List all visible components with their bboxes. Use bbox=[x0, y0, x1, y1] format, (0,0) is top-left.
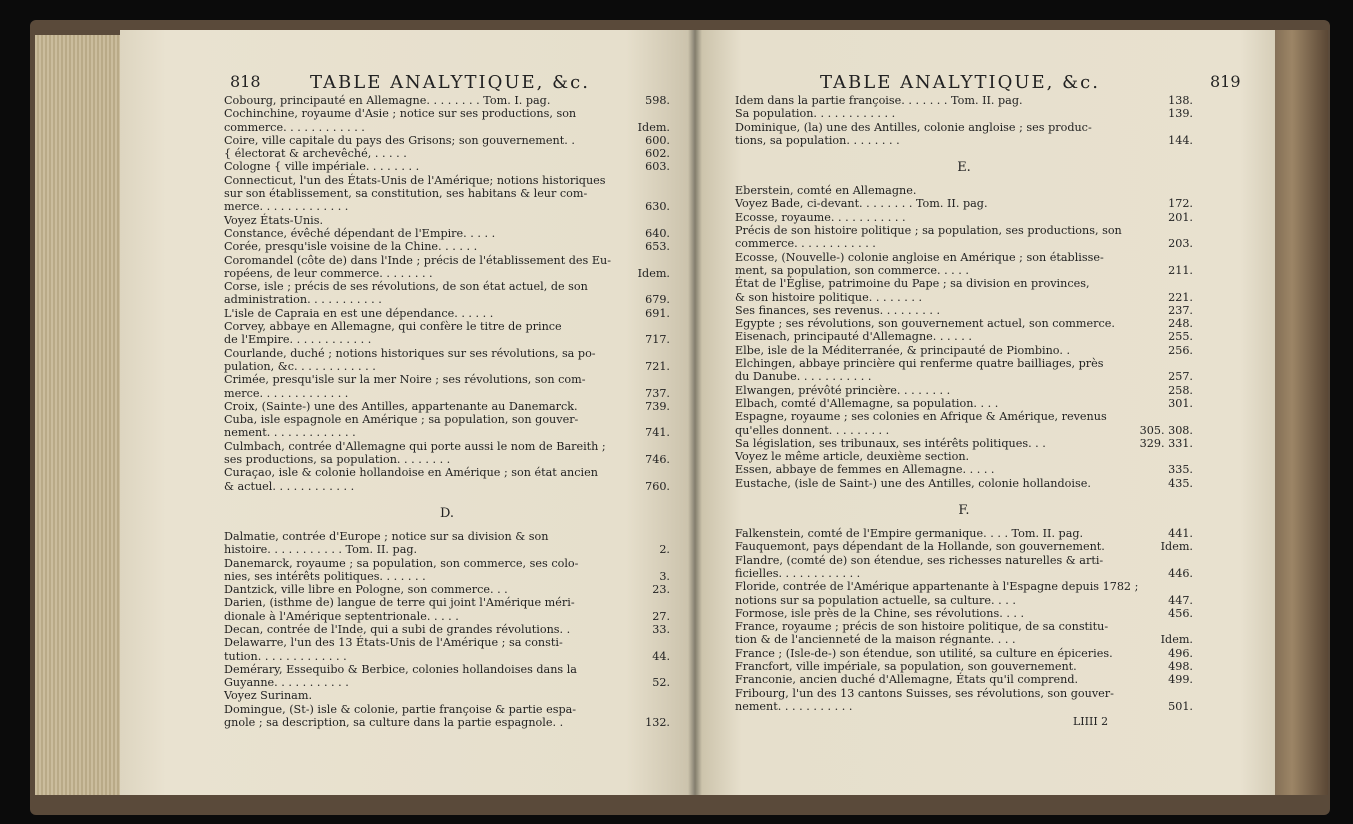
index-entry bbox=[735, 304, 1193, 317]
entry-text: de l'Empire. . . . . . . . . . . . bbox=[224, 333, 372, 347]
index-entry bbox=[224, 596, 670, 609]
entry-text: Voyez États-Unis. bbox=[224, 213, 324, 227]
entry-page-ref: 640. bbox=[645, 226, 670, 240]
index-entry bbox=[735, 317, 1193, 330]
index-entry bbox=[735, 567, 1193, 580]
entry-text: Delawarre, l'un des 13 États-Unis de l'Amérique ; sa consti- bbox=[224, 636, 563, 650]
index-entry bbox=[735, 291, 1193, 304]
entry-text: Cochinchine, royaume d'Asie ; notice sur ses productions, son bbox=[224, 107, 577, 121]
entry-page-ref: Idem. bbox=[637, 120, 670, 134]
page-header: TABLE ANALYTIQUE, &c. bbox=[820, 72, 1100, 93]
entry-text: Courlande, duché ; notions historiques sur ses révolutions, sa po- bbox=[224, 346, 596, 360]
index-entry bbox=[224, 480, 670, 493]
index-entry bbox=[224, 94, 670, 107]
index-entry bbox=[224, 160, 670, 173]
index-entry bbox=[735, 344, 1193, 357]
entry-text: Floride, contrée de l'Amérique appartenante à l'Espagne depuis 1782 ; bbox=[735, 580, 1139, 594]
entry-text: nement. . . . . . . . . . . bbox=[735, 699, 853, 713]
entry-text: Coromandel (côte de) dans l'Inde ; précis de l'établissement des Eu- bbox=[224, 253, 611, 267]
entry-text: commerce. . . . . . . . . . . . bbox=[735, 237, 876, 251]
index-entry bbox=[735, 554, 1193, 567]
index-entry bbox=[735, 197, 1193, 210]
index-entry bbox=[735, 687, 1193, 700]
entry-text: Voyez Bade, ci-devant. . . . . . . . Tom. II. pag. bbox=[735, 197, 988, 211]
entry-page-ref: 255. bbox=[1168, 330, 1193, 344]
entry-text: Falkenstein, comté de l'Empire germanique. . . . Tom. II. pag. bbox=[735, 527, 1084, 541]
index-entry bbox=[735, 647, 1193, 660]
index-entry bbox=[735, 357, 1193, 370]
entry-text: Croix, (Sainte-) une des Antilles, appartenante au Danemarck. bbox=[224, 399, 578, 413]
entry-text: Franconie, ancien duché d'Allemagne, États qu'il comprend. bbox=[735, 673, 1079, 687]
entry-text: Domingue, (St-) isle & colonie, partie françoise & partie espa- bbox=[224, 702, 577, 716]
entry-page-ref: Idem. bbox=[637, 266, 670, 280]
index-entry bbox=[224, 466, 670, 479]
entry-text: nement. . . . . . . . . . . . . bbox=[224, 426, 356, 440]
index-entry bbox=[735, 134, 1193, 147]
entry-text: Cobourg, principauté en Allemagne. . . . . . . . Tom. I. pag. bbox=[224, 94, 551, 107]
index-entry bbox=[735, 384, 1193, 397]
entry-text: Crimée, presqu'isle sur la mer Noire ; ses révolutions, son com- bbox=[224, 373, 586, 387]
entry-page-ref: 2. bbox=[659, 543, 670, 557]
entry-page-ref: 329. 331. bbox=[1139, 436, 1193, 450]
entry-text: Idem dans la partie françoise. . . . . . . Tom. II. pag. bbox=[735, 94, 1023, 107]
entry-text: Constance, évêché dépendant de l'Empire. . . . . bbox=[224, 226, 496, 240]
entry-page-ref: 139. bbox=[1168, 107, 1193, 121]
entry-page-ref: 3. bbox=[659, 569, 670, 583]
entry-text: Sa législation, ses tribunaux, ses intérêts politiques. . . bbox=[735, 436, 1046, 450]
index-entry bbox=[735, 277, 1193, 290]
index-entry bbox=[224, 440, 670, 453]
entry-text: Corse, isle ; précis de ses révolutions, de son état actuel, de son bbox=[224, 280, 588, 294]
entry-text: gnole ; sa description, sa culture dans la partie espagnole. . bbox=[224, 716, 564, 730]
entry-page-ref: 737. bbox=[645, 386, 670, 400]
index-entry bbox=[224, 267, 670, 280]
entry-text: Sa population. . . . . . . . . . . . bbox=[735, 107, 896, 121]
index-entry bbox=[735, 633, 1193, 646]
section-letter-f: F. bbox=[958, 503, 970, 519]
entry-text: { électorat & archevêché, . . . . . bbox=[224, 147, 407, 161]
index-entry bbox=[224, 107, 670, 120]
entry-page-ref: 33. bbox=[652, 622, 670, 636]
index-entry bbox=[224, 676, 670, 689]
index-entry bbox=[224, 200, 670, 213]
entry-text: & son histoire politique. . . . . . . . bbox=[735, 290, 923, 304]
index-entry bbox=[735, 477, 1193, 490]
right-page bbox=[695, 30, 1275, 795]
entry-text: Eustache, (isle de Saint-) une des Antilles, colonie hollandoise. bbox=[735, 476, 1091, 490]
entry-text: Ecosse, (Nouvelle-) colonie angloise en Amérique ; son établisse- bbox=[735, 250, 1104, 264]
section-letter-e: E. bbox=[957, 160, 971, 176]
entry-text: Voyez Surinam. bbox=[224, 689, 313, 703]
index-entry bbox=[735, 540, 1193, 553]
index-entry bbox=[224, 570, 670, 583]
index-entry bbox=[224, 360, 670, 373]
entry-page-ref: 138. bbox=[1168, 94, 1193, 107]
entry-page-ref: 498. bbox=[1168, 659, 1193, 673]
entry-text: Elwangen, prévôté princière. . . . . . . . bbox=[735, 383, 951, 397]
entry-text: pulation, &c. . . . . . . . . . . . bbox=[224, 359, 376, 373]
entry-text: Curaçao, isle & colonie hollandoise en Amérique ; son état ancien bbox=[224, 466, 598, 480]
entry-page-ref: 237. bbox=[1168, 303, 1193, 317]
entry-page-ref: 44. bbox=[652, 649, 670, 663]
entry-page-ref: 301. bbox=[1168, 396, 1193, 410]
entry-text: Corvey, abbaye en Allemagne, qui confère le titre de prince bbox=[224, 320, 562, 334]
index-entry bbox=[224, 347, 670, 360]
entry-text: ropéens, de leur commerce. . . . . . . . bbox=[224, 266, 433, 280]
entry-text: Darien, (isthme de) langue de terre qui joint l'Amérique méri- bbox=[224, 596, 575, 610]
entry-page-ref: 602. bbox=[645, 147, 670, 161]
index-entry bbox=[224, 254, 670, 267]
index-entry bbox=[224, 293, 670, 306]
entry-page-ref: 499. bbox=[1168, 673, 1193, 687]
page-header: TABLE ANALYTIQUE, &c. bbox=[310, 72, 590, 93]
index-entry bbox=[735, 673, 1193, 686]
index-entry bbox=[735, 184, 1193, 197]
index-entry bbox=[224, 663, 670, 676]
entry-text: nies, ses intérêts politiques. . . . . . . bbox=[224, 569, 426, 583]
entry-text: notions sur sa population actuelle, sa culture. . . . bbox=[735, 593, 1016, 607]
entry-page-ref: 203. bbox=[1168, 237, 1193, 251]
entry-text: Précis de son histoire politique ; sa population, ses productions, son bbox=[735, 224, 1122, 238]
index-entry bbox=[735, 594, 1193, 607]
index-entry bbox=[735, 450, 1193, 463]
entry-page-ref: 257. bbox=[1168, 370, 1193, 384]
index-entry bbox=[735, 251, 1193, 264]
entry-text: Cuba, isle espagnole en Amérique ; sa population, son gouver- bbox=[224, 413, 579, 427]
index-entry bbox=[224, 147, 670, 160]
index-entry bbox=[224, 426, 670, 439]
entry-page-ref: 741. bbox=[645, 426, 670, 440]
entry-text: Cologne { ville impériale. . . . . . . . bbox=[224, 160, 420, 174]
index-entry bbox=[735, 211, 1193, 224]
index-column bbox=[735, 94, 1193, 713]
index-entry bbox=[224, 413, 670, 426]
index-entry bbox=[224, 240, 670, 253]
index-entry bbox=[224, 557, 670, 570]
entry-text: Culmbach, contrée d'Allemagne qui porte aussi le nom de Bareith ; bbox=[224, 439, 606, 453]
entry-text: Dalmatie, contrée d'Europe ; notice sur sa division & son bbox=[224, 529, 549, 543]
index-entry bbox=[735, 94, 1193, 107]
entry-text: Corée, presqu'isle voisine de la Chine. . . . . . bbox=[224, 240, 478, 254]
entry-text: merce. . . . . . . . . . . . . bbox=[224, 200, 349, 214]
entry-page-ref: 27. bbox=[652, 609, 670, 623]
entry-text: Eisenach, principauté d'Allemagne. . . . . . bbox=[735, 330, 972, 344]
index-entry bbox=[735, 121, 1193, 134]
entry-text: Fauquemont, pays dépendant de la Hollande, son gouvernement. bbox=[735, 540, 1105, 554]
entry-page-ref: 447. bbox=[1168, 593, 1193, 607]
entry-text: Guyanne. . . . . . . . . . . bbox=[224, 676, 349, 690]
entry-text: du Danube. . . . . . . . . . . bbox=[735, 370, 872, 384]
entry-text: administration. . . . . . . . . . . bbox=[224, 293, 382, 307]
index-entry bbox=[224, 689, 670, 702]
index-entry bbox=[224, 320, 670, 333]
index-entry bbox=[224, 610, 670, 623]
entry-text: Fribourg, l'un des 13 cantons Suisses, ses révolutions, son gouver- bbox=[735, 686, 1114, 700]
entry-page-ref: 600. bbox=[645, 133, 670, 147]
entry-page-ref: 144. bbox=[1168, 133, 1193, 147]
index-entry bbox=[735, 700, 1193, 713]
index-column bbox=[224, 94, 670, 729]
entry-page-ref: 679. bbox=[645, 293, 670, 307]
entry-page-ref: 603. bbox=[645, 160, 670, 174]
entry-text: État de l'Église, patrimoine du Pape ; sa division en provinces, bbox=[735, 277, 1090, 291]
entry-text: Egypte ; ses révolutions, son gouvernement actuel, son commerce. bbox=[735, 317, 1115, 331]
page-edges-left bbox=[35, 35, 125, 795]
index-entry bbox=[224, 583, 670, 596]
entry-page-ref: 435. bbox=[1168, 476, 1193, 490]
entry-page-ref: 456. bbox=[1168, 606, 1193, 620]
entry-text: Demérary, Essequibo & Berbice, colonies hollandoises dans la bbox=[224, 662, 577, 676]
entry-text: Connecticut, l'un des États-Unis de l'Amérique; notions historiques bbox=[224, 173, 606, 187]
index-entry bbox=[224, 636, 670, 649]
entry-page-ref: 256. bbox=[1168, 343, 1193, 357]
index-entry bbox=[735, 620, 1193, 633]
entry-page-ref: 653. bbox=[645, 240, 670, 254]
entry-page-ref: 132. bbox=[645, 716, 670, 730]
entry-text: Flandre, (comté de) son étendue, ses richesses naturelles & arti- bbox=[735, 553, 1104, 567]
entry-page-ref: Idem. bbox=[1160, 540, 1193, 554]
entry-page-ref: 258. bbox=[1168, 383, 1193, 397]
entry-page-ref: 446. bbox=[1168, 566, 1193, 580]
index-entry bbox=[224, 307, 670, 320]
entry-text: Ses finances, ses revenus. . . . . . . . . bbox=[735, 303, 941, 317]
index-entry bbox=[224, 280, 670, 293]
entry-page-ref: 501. bbox=[1168, 699, 1193, 713]
index-entry bbox=[224, 543, 670, 556]
entry-text: Elchingen, abbaye princière qui renferme quatre bailliages, près bbox=[735, 357, 1104, 371]
index-entry bbox=[735, 330, 1193, 343]
index-entry bbox=[224, 530, 670, 543]
entry-page-ref: 201. bbox=[1168, 210, 1193, 224]
index-entry bbox=[224, 703, 670, 716]
entry-text: qu'elles donnent. . . . . . . . . bbox=[735, 423, 890, 437]
entry-text: Voyez le même article, deuxième section. bbox=[735, 450, 970, 464]
index-entry bbox=[735, 264, 1193, 277]
entry-text: tions, sa population. . . . . . . . bbox=[735, 133, 900, 147]
entry-page-ref: Idem. bbox=[1160, 633, 1193, 647]
entry-page-ref: 496. bbox=[1168, 646, 1193, 660]
entry-text: L'isle de Capraia en est une dépendance. . . . . . bbox=[224, 306, 494, 320]
entry-text: Elbe, isle de la Méditerranée, & principauté de Piombino. . bbox=[735, 343, 1071, 357]
entry-text: Ecosse, royaume. . . . . . . . . . . bbox=[735, 210, 906, 224]
entry-text: tution. . . . . . . . . . . . . bbox=[224, 649, 347, 663]
index-entry bbox=[735, 237, 1193, 250]
entry-text: France, royaume ; précis de son histoire politique, de sa constitu- bbox=[735, 620, 1109, 634]
left-page bbox=[120, 30, 695, 795]
entry-page-ref: 221. bbox=[1168, 290, 1193, 304]
index-entry bbox=[224, 214, 670, 227]
entry-text: Formose, isle près de la Chine, ses révolutions. . . . bbox=[735, 606, 1025, 620]
index-entry bbox=[224, 227, 670, 240]
index-entry bbox=[735, 224, 1193, 237]
index-entry bbox=[224, 623, 670, 636]
entry-text: ficielles. . . . . . . . . . . . bbox=[735, 566, 861, 580]
entry-text: ment, sa population, son commerce. . . . . bbox=[735, 263, 969, 277]
index-entry bbox=[224, 453, 670, 466]
index-entry bbox=[735, 397, 1193, 410]
entry-text: commerce. . . . . . . . . . . . bbox=[224, 120, 365, 134]
index-entry bbox=[224, 174, 670, 187]
index-entry bbox=[735, 580, 1193, 593]
entry-text: sur son établissement, sa constitution, ses habitans & leur com- bbox=[224, 187, 588, 201]
entry-page-ref: 23. bbox=[652, 583, 670, 597]
index-entry bbox=[224, 333, 670, 346]
index-entry bbox=[735, 107, 1193, 120]
entry-page-ref: 746. bbox=[645, 453, 670, 467]
index-entry bbox=[735, 527, 1193, 540]
entry-text: Eberstein, comté en Allemagne. bbox=[735, 184, 917, 198]
entry-page-ref: 172. bbox=[1168, 197, 1193, 211]
entry-page-ref: 211. bbox=[1168, 263, 1193, 277]
entry-page-ref: 760. bbox=[645, 479, 670, 493]
index-entry bbox=[224, 187, 670, 200]
book-gutter bbox=[688, 30, 702, 795]
entry-text: & actuel. . . . . . . . . . . . bbox=[224, 479, 355, 493]
entry-text: ses productions, sa population. . . . . . . . bbox=[224, 453, 451, 467]
index-entry bbox=[224, 400, 670, 413]
entry-page-ref: 630. bbox=[645, 200, 670, 214]
page-number: 819 bbox=[1210, 72, 1241, 91]
signature-mark: LIIII 2 bbox=[1073, 715, 1109, 728]
entry-text: Dominique, (la) une des Antilles, colonie angloise ; ses produc- bbox=[735, 120, 1092, 134]
entry-text: Decan, contrée de l'Inde, qui a subi de grandes révolutions. . bbox=[224, 622, 571, 636]
entry-page-ref: 441. bbox=[1168, 527, 1193, 541]
index-entry bbox=[735, 660, 1193, 673]
entry-text: France ; (Isle-de-) son étendue, son utilité, sa culture en épiceries. bbox=[735, 646, 1113, 660]
entry-text: dionale à l'Amérique septentrionale. . . . . bbox=[224, 609, 459, 623]
index-entry bbox=[224, 121, 670, 134]
index-entry bbox=[224, 716, 670, 729]
index-entry bbox=[224, 134, 670, 147]
entry-page-ref: 305. 308. bbox=[1139, 423, 1193, 437]
page-edges-right bbox=[1268, 30, 1328, 795]
index-entry bbox=[735, 424, 1193, 437]
entry-text: Espagne, royaume ; ses colonies en Afrique & Amérique, revenus bbox=[735, 410, 1107, 424]
entry-page-ref: 721. bbox=[645, 359, 670, 373]
page-number: 818 bbox=[230, 72, 261, 91]
entry-page-ref: 691. bbox=[645, 306, 670, 320]
index-entry bbox=[224, 387, 670, 400]
index-entry bbox=[735, 607, 1193, 620]
entry-text: Dantzick, ville libre en Pologne, son commerce. . . bbox=[224, 583, 508, 597]
entry-text: Danemarck, royaume ; sa population, son commerce, ses colo- bbox=[224, 556, 579, 570]
entry-text: Essen, abbaye de femmes en Allemagne. . . . . bbox=[735, 463, 995, 477]
index-entry bbox=[735, 463, 1193, 476]
entry-page-ref: 739. bbox=[645, 399, 670, 413]
entry-text: Coire, ville capitale du pays des Grisons; son gouvernement. . bbox=[224, 133, 575, 147]
index-entry bbox=[735, 410, 1193, 423]
entry-text: merce. . . . . . . . . . . . . bbox=[224, 386, 349, 400]
section-letter-d: D. bbox=[439, 505, 455, 521]
entry-text: tion & de l'ancienneté de la maison régnante. . . . bbox=[735, 633, 1016, 647]
entry-text: Francfort, ville impériale, sa population, son gouvernement. bbox=[735, 659, 1077, 673]
entry-page-ref: 335. bbox=[1168, 463, 1193, 477]
index-entry bbox=[224, 650, 670, 663]
entry-page-ref: 717. bbox=[645, 333, 670, 347]
index-entry bbox=[224, 373, 670, 386]
entry-page-ref: 598. bbox=[645, 94, 670, 107]
index-entry bbox=[735, 437, 1193, 450]
index-entry bbox=[735, 370, 1193, 383]
entry-text: histoire. . . . . . . . . . . Tom. II. pag. bbox=[224, 543, 418, 557]
entry-page-ref: 52. bbox=[652, 676, 670, 690]
entry-page-ref: 248. bbox=[1168, 317, 1193, 331]
entry-text: Elbach, comté d'Allemagne, sa population. . . . bbox=[735, 396, 999, 410]
